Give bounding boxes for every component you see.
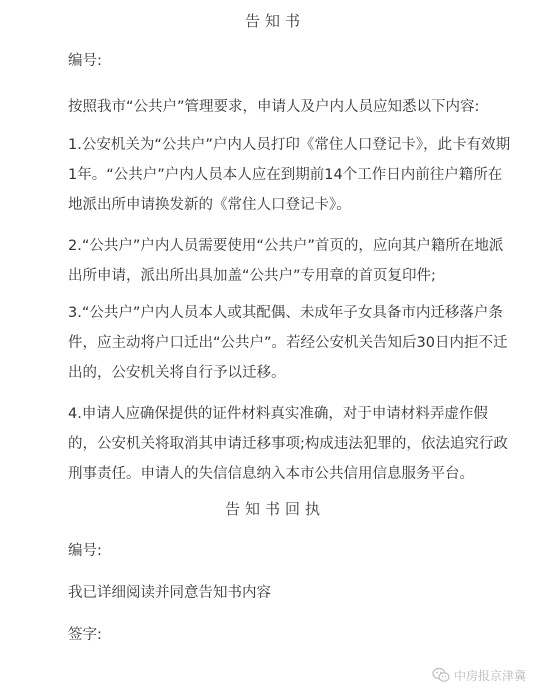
notice-intro: 按照我市“公共户”管理要求，申请人及户内人员应知悉以下内容: (68, 99, 480, 115)
notice-title: 告知书 (244, 12, 305, 30)
notice-number-label: 编号: (68, 53, 102, 69)
wechat-icon (432, 667, 450, 683)
receipt-number-label: 编号: (68, 543, 102, 559)
watermark-text: 中房报京津冀 (454, 668, 527, 683)
receipt-title: 告知书回执 (224, 500, 325, 518)
watermark (432, 664, 526, 686)
notice-item-1: 1.公安机关为“公共户”户内人员打印《常住人口登记卡》，此卡有效期1年。“公共户”户内人员本人应在到期前14个工作日内前往户籍所在地派出所申请换发新的《常住人口登记卡》。 (68, 137, 511, 213)
receipt-signature-label: 签字: (68, 627, 102, 643)
notice-item-3: 3.“公共户”户内人员本人或其配偶、未成年子女具备市内迁移落户条件，应主动将户口迁出“公共户”。若经公安机关告知后30日内拒不迁出的，公安机关将自行予以迁移。 (68, 305, 508, 381)
receipt-agree-text: 我已详细阅读并同意告知书内容 (68, 585, 271, 601)
notice-item-4: 4.申请人应确保提供的证件材料真实准确，对于申请材料弄虚作假的，公安机关将取消其申请迁移事项;构成违法犯罪的，依法追究行政刑事责任。申请人的失信信息纳入本市公共信用信息服务平台。 (68, 406, 508, 482)
notice-item-2: 2.“公共户”户内人员需要使用“公共户”首页的，应向其户籍所在地派出所申请，派出所出具加盖“公共户”专用章的首页复印件; (68, 238, 504, 284)
